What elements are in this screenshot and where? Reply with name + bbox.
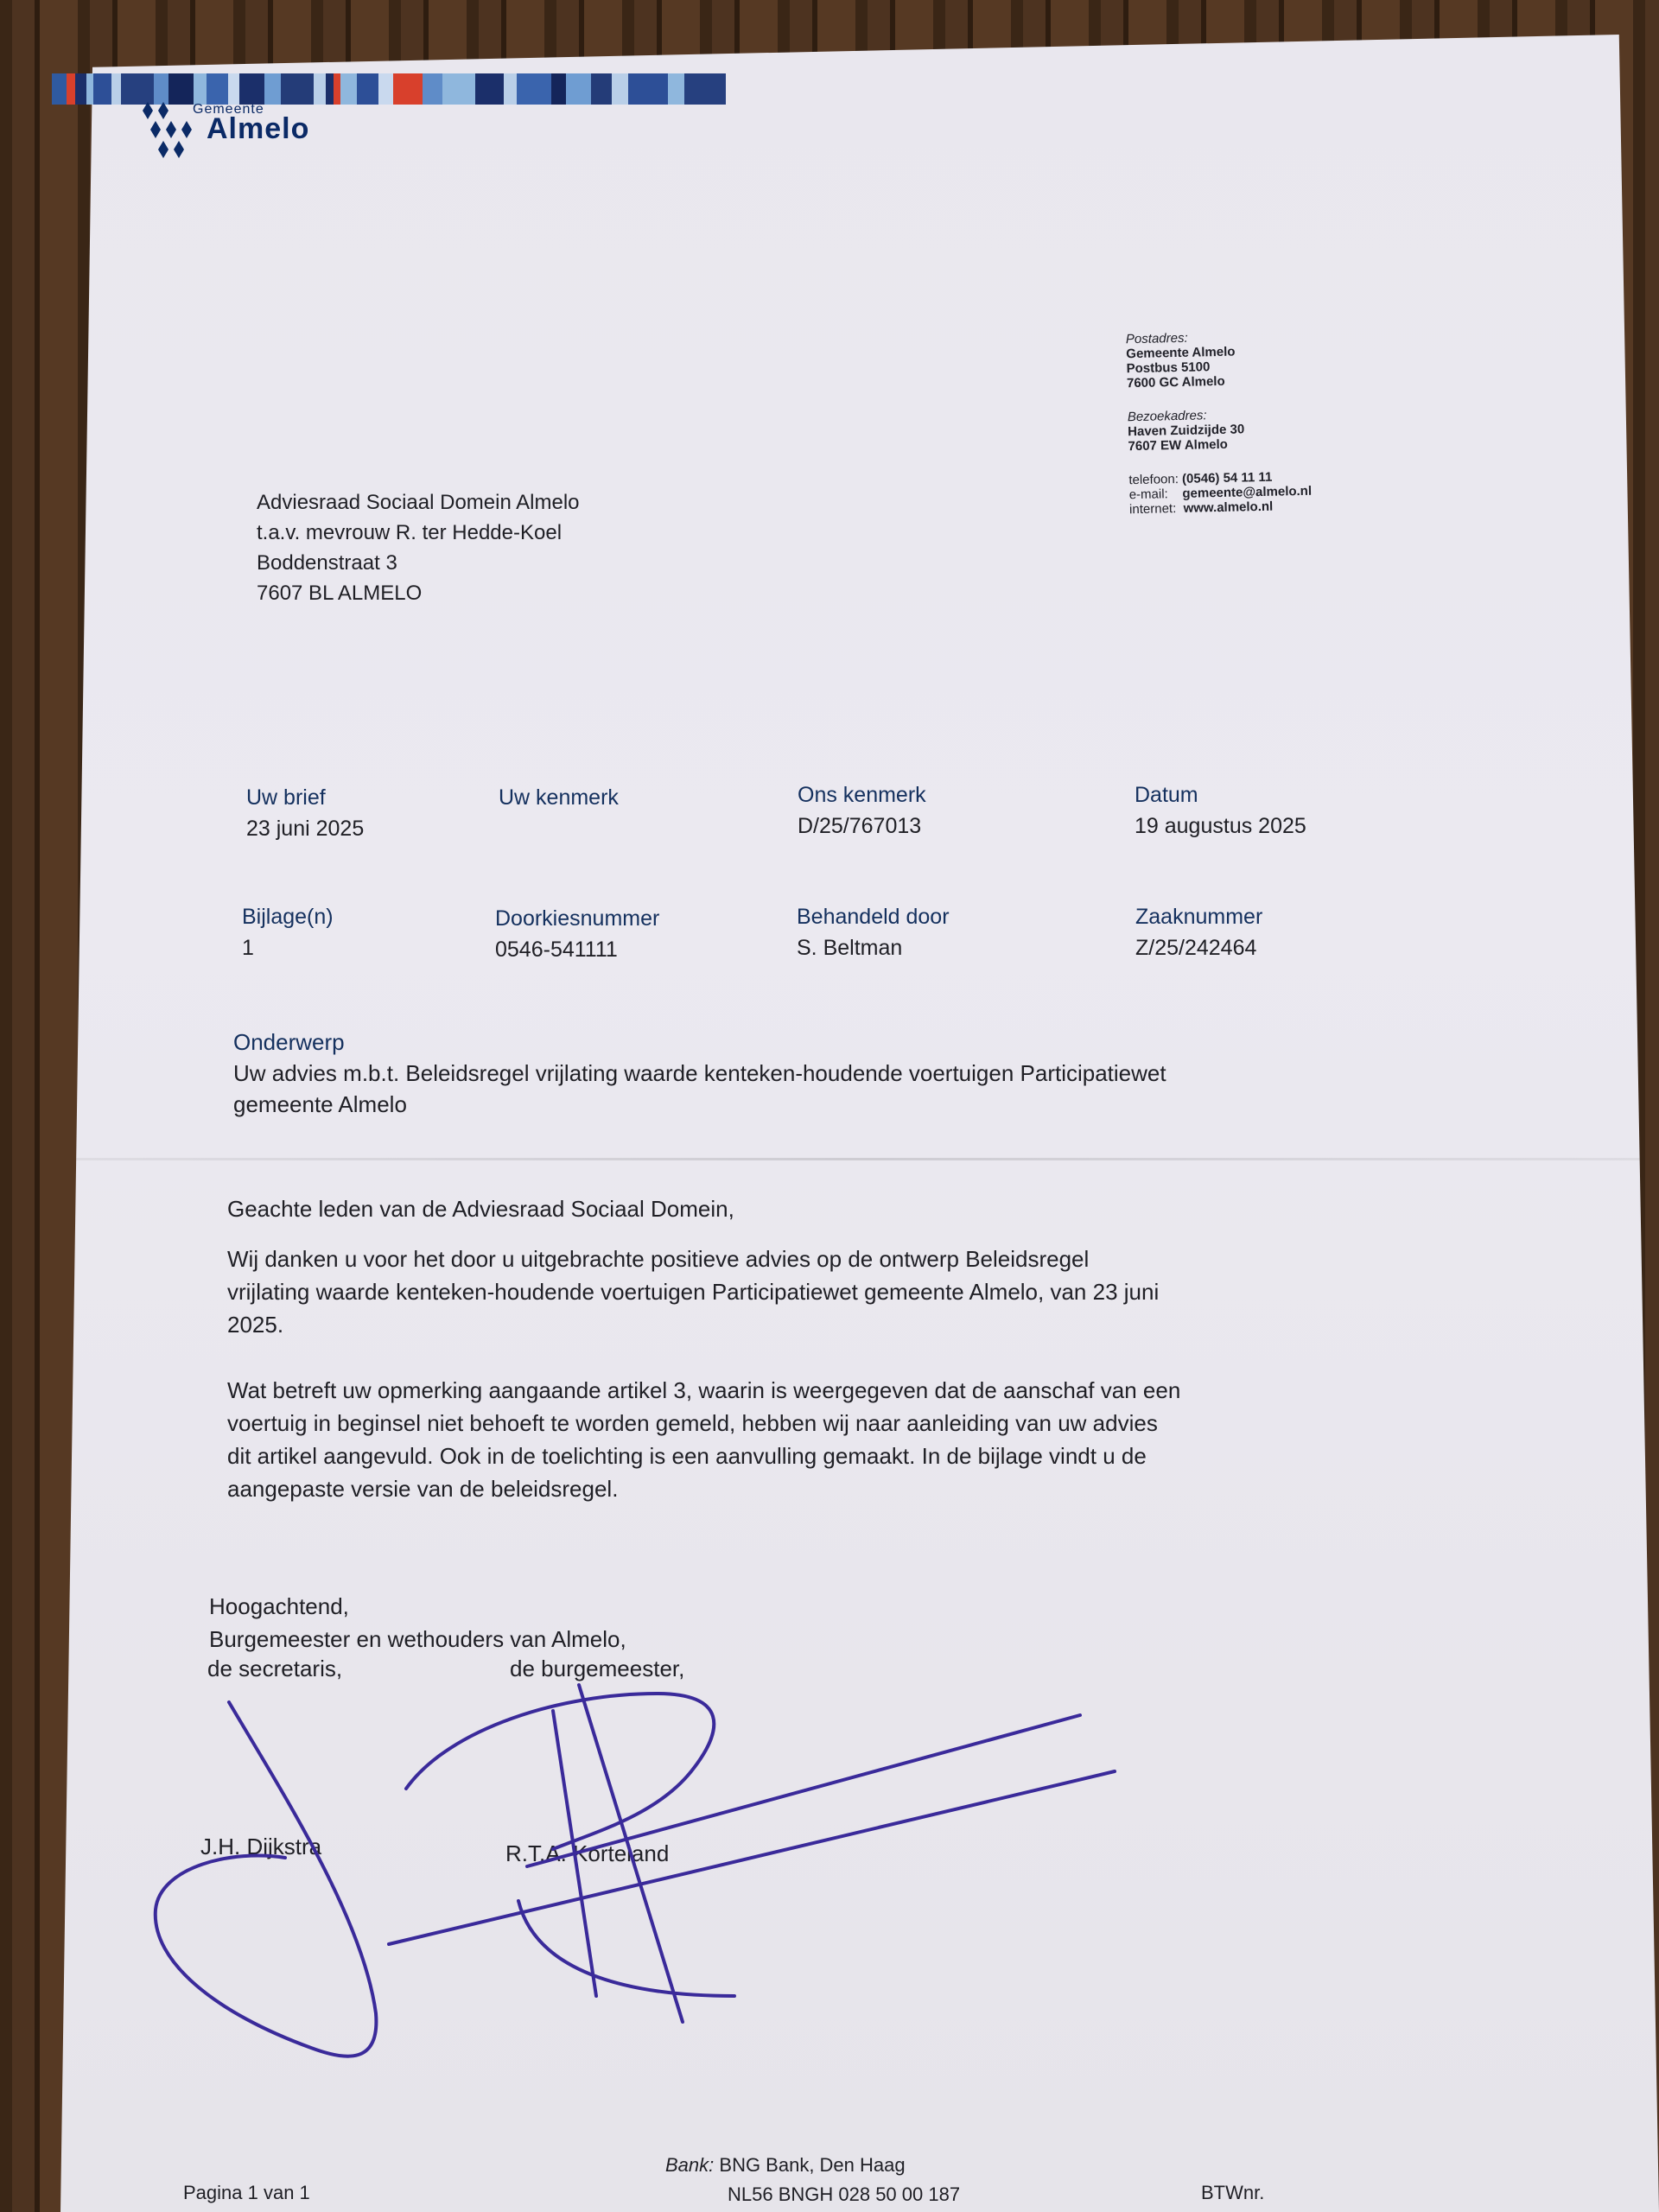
- subject-line: gemeente Almelo: [233, 1091, 407, 1117]
- letter-paper: [60, 35, 1659, 2212]
- paragraph-line: Wat betreft uw opmerking aangaande artikel 3, waarin is weergegeven dat de aanschaf van een: [227, 1377, 1181, 1403]
- page-number: Pagina 1 van 1: [183, 2182, 310, 2203]
- meta-zaaknummer: Zaaknummer Z/25/242464: [1135, 905, 1263, 960]
- post-line: 7600 GC Almelo: [1126, 373, 1225, 391]
- role-secretaris: de secretaris,: [207, 1656, 343, 1681]
- subject-label: Onderwerp: [233, 1029, 345, 1055]
- email-row: e-mail: gemeente@almelo.nl: [1128, 483, 1313, 503]
- recipient-line: 7607 BL ALMELO: [257, 582, 423, 605]
- paper-fold: [60, 1158, 1659, 1160]
- paragraph-line: vrijlating waarde kenteken-houdende voertuigen Participatiewet gemeente Almelo, van 23 juni: [227, 1279, 1160, 1305]
- logo-almelo: Almelo: [207, 112, 310, 145]
- email-address: gemeente@almelo.nl: [1182, 483, 1313, 501]
- phone-number: (0546) 54 11 11: [1181, 469, 1273, 486]
- recipient-address: [257, 487, 580, 608]
- paragraph-line: voertuig in beginsel niet behoeft te worden gemeld, hebben wij naar aanleiding van uw advies: [227, 1410, 1158, 1436]
- letter-body: [227, 1192, 1180, 1505]
- post-line: Postbus 5100: [1126, 359, 1211, 377]
- subject-line: Uw advies m.b.t. Beleidsregel vrijlating waarde kenteken-houdende voertuigen Participatiewet: [233, 1060, 1166, 1086]
- meta-uw-brief: Uw brief 23 juni 2025: [246, 785, 365, 841]
- web-row: internet: www.almelo.nl: [1128, 499, 1274, 518]
- subject-block: [233, 1027, 1166, 1120]
- visit-line: 7607 EW Almelo: [1128, 436, 1229, 454]
- recipient-line: t.a.v. mevrouw R. ter Hedde-Koel: [257, 521, 563, 544]
- paragraph-line: aangepaste versie van de beleidsregel.: [227, 1476, 619, 1502]
- name-secretaris: J.H. Dijkstra: [200, 1834, 322, 1859]
- closing: Hoogachtend,: [209, 1593, 349, 1619]
- visit-line: Haven Zuidzijde 30: [1128, 422, 1245, 440]
- logo-gemeente: Gemeente: [193, 102, 264, 117]
- website: www.almelo.nl: [1183, 499, 1274, 516]
- meta-uw-kenmerk: Uw kenmerk: [499, 785, 619, 810]
- iban: NL56 BNGH 028 50 00 187: [728, 2183, 961, 2205]
- role-burgemeester: de burgemeester,: [510, 1656, 685, 1681]
- salutation: Geachte leden van de Adviesraad Sociaal Domein,: [227, 1196, 734, 1222]
- sender-address-block: [1126, 328, 1313, 517]
- meta-ons-kenmerk: Ons kenmerk D/25/767013: [798, 783, 926, 838]
- signatory-body: Burgemeester en wethouders van Almelo,: [209, 1626, 626, 1652]
- meta-datum: Datum 19 augustus 2025: [1135, 783, 1306, 838]
- phone-row: telefoon: (0546) 54 11 11: [1128, 469, 1273, 488]
- visit-label: Bezoekadres:: [1127, 408, 1207, 425]
- post-line: Gemeente Almelo: [1126, 344, 1236, 362]
- header-stripe-band: [52, 73, 726, 105]
- paragraph-line: dit artikel aangevuld. Ook in de toelichting is een aanvulling gemaakt. In de bijlage vindt u de: [227, 1443, 1147, 1469]
- paragraph-line: Wij danken u voor het door u uitgebrachte positieve advies op de ontwerp Beleidsregel: [227, 1246, 1090, 1272]
- meta-bijlage: Bijlage(n) 1: [242, 905, 334, 960]
- post-label: Postadres:: [1125, 330, 1188, 347]
- recipient-line: Adviesraad Sociaal Domein Almelo: [257, 491, 580, 514]
- paragraph-line: 2025.: [227, 1312, 284, 1338]
- bank-row: Bank: BNG Bank, Den Haag: [665, 2154, 906, 2176]
- closing-block: [209, 1590, 626, 1656]
- name-burgemeester: R.T.A. Korteland: [505, 1840, 670, 1866]
- btw-number: BTWnr.: [1201, 2182, 1265, 2203]
- meta-doorkiesnummer: Doorkiesnummer 0546-541111: [495, 906, 660, 962]
- recipient-line: Boddenstraat 3: [257, 551, 397, 575]
- meta-behandeld-door: Behandeld door S. Beltman: [797, 905, 950, 960]
